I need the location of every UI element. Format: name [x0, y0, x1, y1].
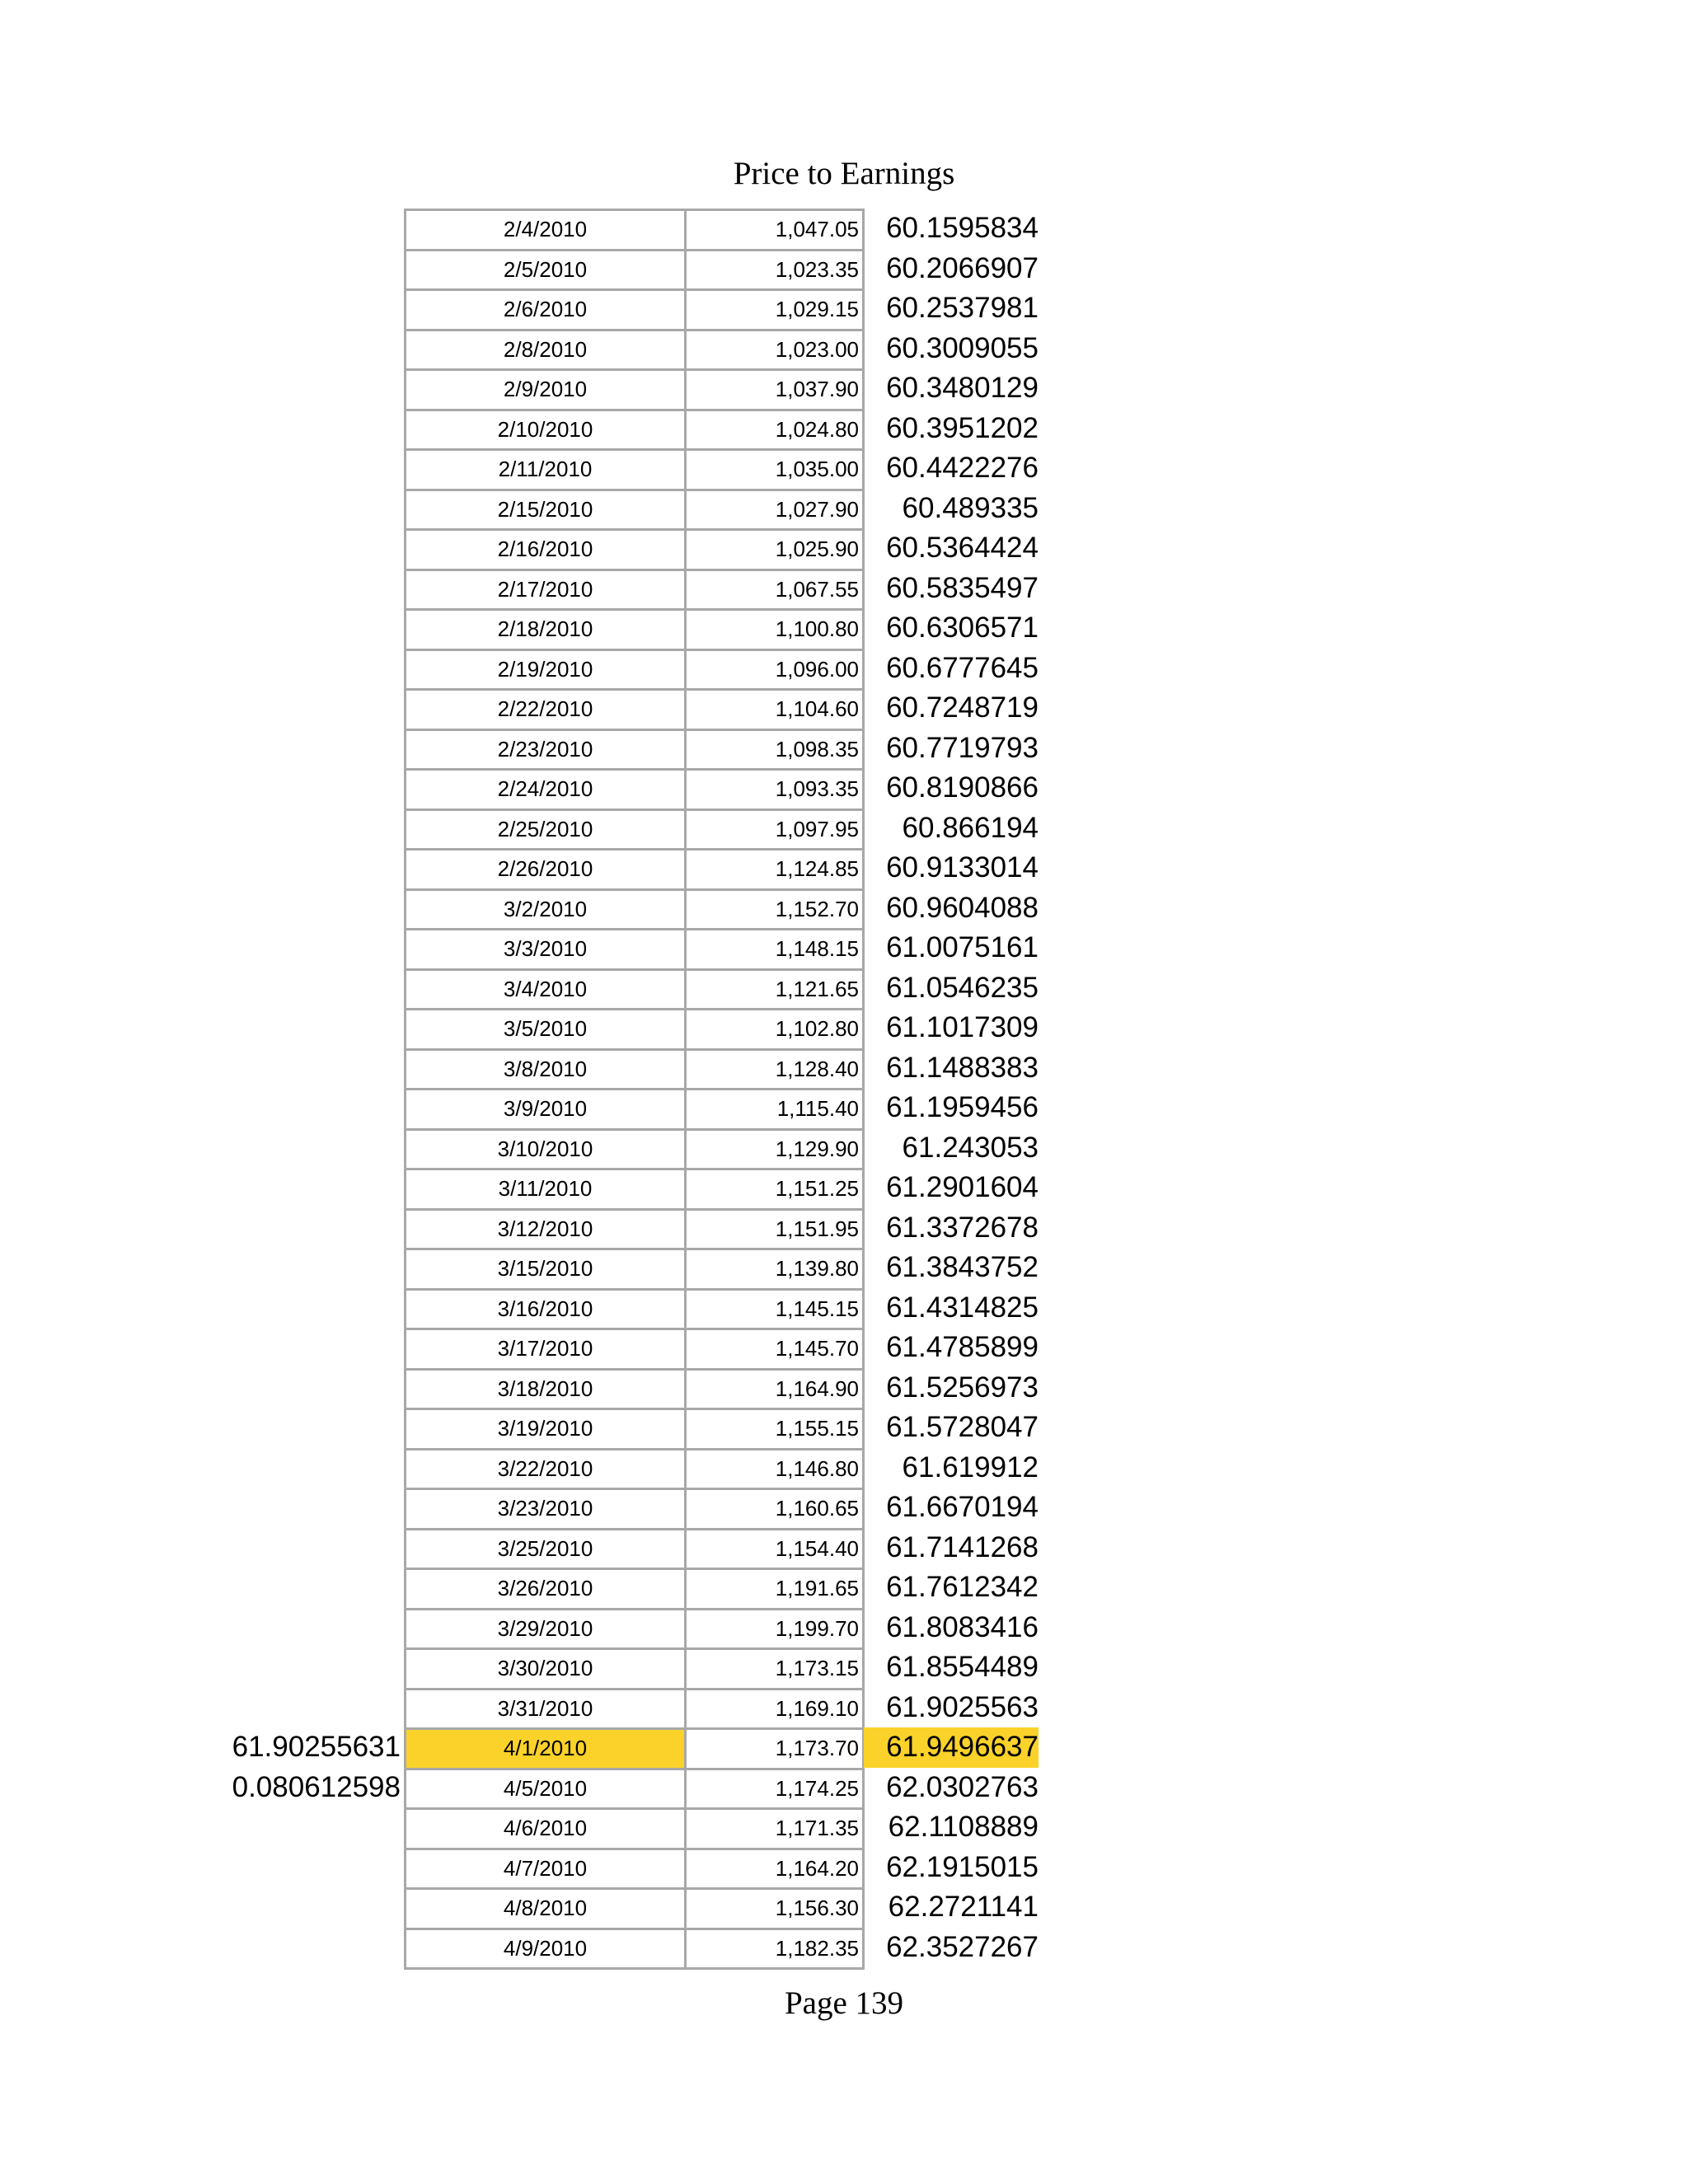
date-cell: 4/8/2010 — [406, 1890, 687, 1928]
pe-value: 61.4785899 — [886, 1331, 1039, 1363]
pe-value: 61.3843752 — [886, 1251, 1039, 1283]
price-cell: 1,093.35 — [687, 771, 865, 808]
price-cell: 1,128.40 — [687, 1051, 865, 1089]
table-row — [406, 851, 865, 891]
pe-value: 61.9496637 — [864, 1727, 1039, 1768]
pe-value: 60.9133014 — [886, 851, 1039, 883]
date-cell: 2/26/2010 — [406, 851, 687, 888]
date-cell: 4/6/2010 — [406, 1810, 687, 1848]
price-cell: 1,035.00 — [687, 451, 865, 489]
date-cell: 4/5/2010 — [406, 1770, 687, 1808]
pe-value: 61.3372678 — [886, 1211, 1039, 1244]
table-row — [406, 451, 865, 491]
date-cell: 3/29/2010 — [406, 1610, 687, 1648]
price-cell: 1,102.80 — [687, 1010, 865, 1048]
price-cell: 1,067.55 — [687, 571, 865, 609]
date-cell: 2/8/2010 — [406, 331, 687, 369]
date-cell: 3/17/2010 — [406, 1330, 687, 1368]
pe-value: 61.4314825 — [886, 1291, 1039, 1324]
table-row — [406, 1250, 865, 1291]
price-cell: 1,160.65 — [687, 1490, 865, 1528]
pe-value: 61.1488383 — [886, 1051, 1039, 1084]
date-cell: 2/17/2010 — [406, 571, 687, 609]
table-row — [406, 251, 865, 292]
price-cell: 1,173.15 — [687, 1650, 865, 1688]
date-cell: 2/11/2010 — [406, 451, 687, 489]
price-cell: 1,171.35 — [687, 1810, 865, 1848]
date-cell: 3/19/2010 — [406, 1410, 687, 1448]
data-table — [404, 209, 865, 1970]
table-row — [406, 491, 865, 532]
date-cell: 3/26/2010 — [406, 1570, 687, 1608]
date-cell: 3/8/2010 — [406, 1051, 687, 1089]
date-cell: 3/11/2010 — [406, 1170, 687, 1208]
date-cell: 3/30/2010 — [406, 1650, 687, 1688]
price-cell: 1,173.70 — [687, 1730, 865, 1768]
pe-value: 61.1959456 — [886, 1091, 1039, 1123]
pe-value: 61.8083416 — [886, 1610, 1039, 1643]
date-cell: 4/1/2010 — [406, 1730, 687, 1768]
pe-value: 62.1915015 — [886, 1850, 1039, 1883]
table-row — [406, 611, 865, 651]
date-cell: 3/23/2010 — [406, 1490, 687, 1528]
date-cell: 3/25/2010 — [406, 1530, 687, 1568]
table-row — [406, 651, 865, 691]
pe-value: 61.7141268 — [886, 1530, 1039, 1563]
pe-value: 61.0075161 — [886, 931, 1039, 963]
pe-value: 62.2721141 — [888, 1891, 1039, 1923]
price-cell: 1,151.95 — [687, 1211, 865, 1249]
date-cell: 2/25/2010 — [406, 811, 687, 849]
table-row — [406, 291, 865, 331]
price-cell: 1,139.80 — [687, 1250, 865, 1288]
table-row — [406, 1330, 865, 1371]
price-cell: 1,098.35 — [687, 731, 865, 769]
pe-value: 60.6306571 — [886, 612, 1039, 644]
pe-value: 60.3009055 — [886, 331, 1039, 364]
table-row — [406, 1291, 865, 1331]
price-cell: 1,096.00 — [687, 651, 865, 689]
page-title: Price to Earnings — [733, 156, 955, 191]
pe-value: 60.7248719 — [886, 691, 1039, 724]
pe-value: 60.1595834 — [886, 212, 1039, 244]
price-cell: 1,174.25 — [687, 1770, 865, 1808]
date-cell: 2/10/2010 — [406, 411, 687, 449]
pe-value: 61.2901604 — [886, 1171, 1039, 1203]
price-cell: 1,029.15 — [687, 291, 865, 329]
price-cell: 1,151.25 — [687, 1170, 865, 1208]
table-row — [406, 1410, 865, 1451]
pe-value: 60.866194 — [902, 811, 1039, 844]
table-row — [406, 371, 865, 411]
table-row — [406, 1051, 865, 1091]
pe-value: 60.6777645 — [886, 651, 1039, 684]
table-row — [406, 691, 865, 731]
price-cell: 1,027.90 — [687, 491, 865, 529]
pe-value: 60.5364424 — [886, 532, 1039, 564]
date-cell: 3/3/2010 — [406, 930, 687, 968]
pe-value: 61.0546235 — [886, 971, 1039, 1004]
date-cell: 3/5/2010 — [406, 1010, 687, 1048]
table-row — [406, 1371, 865, 1411]
date-cell: 4/7/2010 — [406, 1850, 687, 1888]
price-cell: 1,025.90 — [687, 531, 865, 569]
table-row — [406, 1770, 865, 1811]
table-row — [406, 1650, 865, 1690]
pe-value: 60.2066907 — [886, 251, 1039, 284]
price-cell: 1,146.80 — [687, 1451, 865, 1488]
pe-value: 61.619912 — [902, 1451, 1039, 1483]
date-cell: 4/9/2010 — [406, 1930, 687, 1968]
date-cell: 2/6/2010 — [406, 291, 687, 329]
price-cell: 1,037.90 — [687, 371, 865, 409]
side-value: 0.080612598 — [232, 1770, 401, 1803]
date-cell: 2/9/2010 — [406, 371, 687, 409]
pe-value: 60.4422276 — [886, 452, 1039, 484]
date-cell: 3/10/2010 — [406, 1131, 687, 1169]
table-row — [406, 930, 865, 971]
table-row — [406, 1010, 865, 1051]
page-number: Page 139 — [784, 1985, 904, 2021]
price-cell: 1,164.90 — [687, 1371, 865, 1408]
date-cell: 3/22/2010 — [406, 1451, 687, 1488]
date-cell: 2/16/2010 — [406, 531, 687, 569]
price-cell: 1,121.65 — [687, 971, 865, 1009]
pe-value: 61.9025563 — [886, 1690, 1039, 1723]
date-cell: 2/24/2010 — [406, 771, 687, 808]
table-row — [406, 1930, 865, 1971]
price-cell: 1,115.40 — [687, 1090, 865, 1128]
date-cell: 2/4/2010 — [406, 211, 687, 249]
pe-value: 60.489335 — [902, 491, 1039, 524]
price-cell: 1,152.70 — [687, 891, 865, 929]
price-cell: 1,145.70 — [687, 1330, 865, 1368]
date-cell: 3/9/2010 — [406, 1090, 687, 1128]
date-cell: 2/19/2010 — [406, 651, 687, 689]
table-row — [406, 1451, 865, 1491]
pe-value: 61.5256973 — [886, 1371, 1039, 1404]
pe-value: 61.5728047 — [886, 1411, 1039, 1443]
pe-value: 61.243053 — [902, 1131, 1039, 1164]
price-cell: 1,129.90 — [687, 1131, 865, 1169]
pe-value: 60.2537981 — [886, 292, 1039, 324]
table-row — [406, 891, 865, 931]
table-row — [406, 1530, 865, 1571]
price-cell: 1,124.85 — [687, 851, 865, 888]
date-cell: 3/12/2010 — [406, 1211, 687, 1249]
date-cell: 3/18/2010 — [406, 1371, 687, 1408]
price-cell: 1,148.15 — [687, 930, 865, 968]
pe-value: 60.8190866 — [886, 771, 1039, 804]
table-row — [406, 1890, 865, 1930]
date-cell: 3/15/2010 — [406, 1250, 687, 1288]
table-row — [406, 811, 865, 851]
pe-value: 62.1108889 — [888, 1811, 1039, 1843]
price-cell: 1,047.05 — [687, 211, 865, 249]
table-row — [406, 571, 865, 612]
price-cell: 1,145.15 — [687, 1291, 865, 1329]
date-cell: 2/23/2010 — [406, 731, 687, 769]
table-row — [406, 1610, 865, 1651]
side-value: 61.90255631 — [232, 1731, 401, 1763]
price-cell: 1,169.10 — [687, 1690, 865, 1728]
price-cell: 1,182.35 — [687, 1930, 865, 1968]
date-cell: 3/4/2010 — [406, 971, 687, 1009]
price-cell: 1,154.40 — [687, 1530, 865, 1568]
price-cell: 1,164.20 — [687, 1850, 865, 1888]
price-cell: 1,097.95 — [687, 811, 865, 849]
table-row — [406, 411, 865, 452]
price-cell: 1,100.80 — [687, 611, 865, 649]
pe-value: 60.3951202 — [886, 411, 1039, 444]
table-row — [406, 971, 865, 1011]
table-row — [406, 1570, 865, 1610]
pe-value: 61.7612342 — [886, 1571, 1039, 1603]
table-row — [406, 1810, 865, 1850]
table-row — [406, 1090, 865, 1131]
table-row — [406, 1131, 865, 1171]
pe-value: 61.8554489 — [886, 1651, 1039, 1683]
table-row — [406, 1211, 865, 1251]
date-cell: 2/18/2010 — [406, 611, 687, 649]
price-cell: 1,199.70 — [687, 1610, 865, 1648]
table-row — [406, 331, 865, 372]
date-cell: 3/2/2010 — [406, 891, 687, 929]
price-cell: 1,191.65 — [687, 1570, 865, 1608]
price-cell: 1,155.15 — [687, 1410, 865, 1448]
table-row — [406, 531, 865, 571]
table-row — [406, 1690, 865, 1731]
table-row — [406, 211, 865, 251]
pe-value: 62.0302763 — [886, 1770, 1039, 1803]
date-cell: 3/31/2010 — [406, 1690, 687, 1728]
pe-value: 62.3527267 — [886, 1930, 1039, 1963]
pe-value: 60.7719793 — [886, 731, 1039, 764]
price-cell: 1,023.35 — [687, 251, 865, 289]
pe-value: 61.6670194 — [886, 1491, 1039, 1523]
price-cell: 1,156.30 — [687, 1890, 865, 1928]
price-cell: 1,024.80 — [687, 411, 865, 449]
date-cell: 2/15/2010 — [406, 491, 687, 529]
table-row — [406, 1730, 865, 1770]
table-row — [406, 1490, 865, 1530]
table-row — [406, 731, 865, 771]
pe-value: 60.5835497 — [886, 571, 1039, 604]
table-row — [406, 771, 865, 811]
price-cell: 1,023.00 — [687, 331, 865, 369]
pe-value: 60.9604088 — [886, 891, 1039, 924]
table-row — [406, 1170, 865, 1211]
table-row — [406, 1850, 865, 1891]
price-cell: 1,104.60 — [687, 691, 865, 729]
pe-value: 61.1017309 — [886, 1011, 1039, 1043]
date-cell: 2/22/2010 — [406, 691, 687, 729]
date-cell: 2/5/2010 — [406, 251, 687, 289]
date-cell: 3/16/2010 — [406, 1291, 687, 1329]
pe-value: 60.3480129 — [886, 372, 1039, 404]
